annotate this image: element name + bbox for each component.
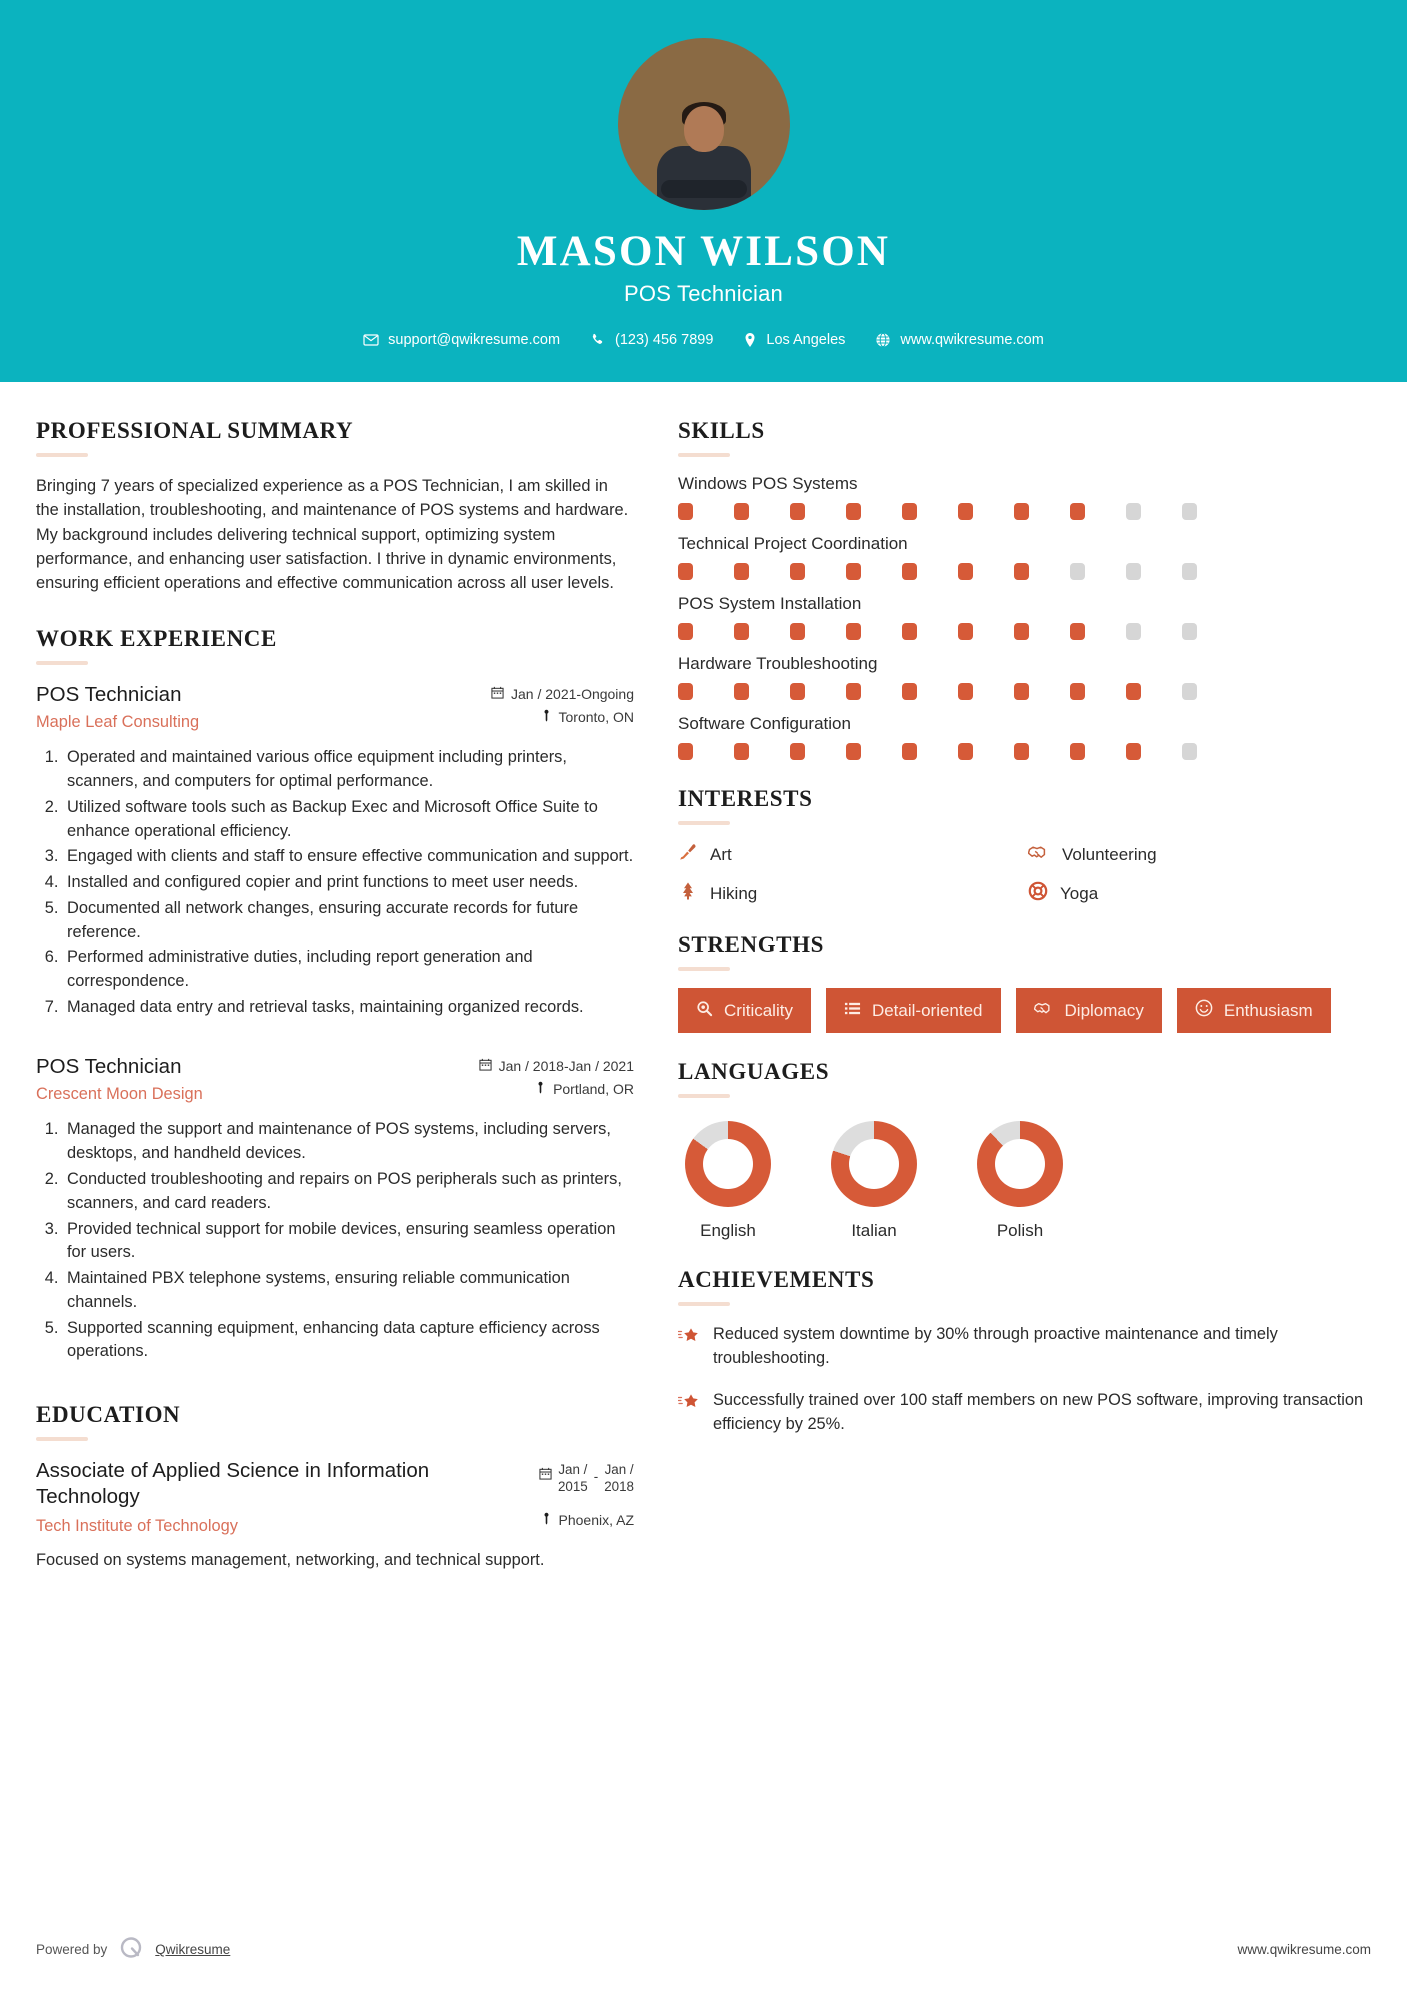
skill-item: [678, 714, 1368, 760]
section-languages: [678, 1059, 1368, 1241]
strength-label: Diplomacy: [1064, 1000, 1144, 1020]
job-location: [491, 709, 634, 725]
mail-icon: [363, 332, 379, 348]
education-school: Tech Institute of Technology: [36, 1516, 238, 1535]
job-bullet: 3. Provided technical support for mobile devices, ensuring seamless operation for users.: [63, 1218, 634, 1266]
contact-website-text: www.qwikresume.com: [900, 332, 1044, 349]
skill-rating: [678, 563, 1368, 580]
section-title-achievements: ACHIEVEMENTS: [678, 1267, 875, 1293]
skill-dot-filled: [678, 743, 693, 760]
skill-dot-filled: [1070, 683, 1085, 700]
language-item: [970, 1121, 1070, 1241]
language-donut-chart: [831, 1121, 917, 1207]
skill-dot-empty: [1070, 563, 1085, 580]
section-rule: [36, 1437, 88, 1441]
section-rule: [678, 1094, 730, 1098]
interests-grid: [678, 842, 1368, 906]
languages-list: [678, 1115, 1368, 1241]
job-location: [479, 1081, 634, 1097]
summary-text: Bringing 7 years of specialized experience as a POS Technician, I am skilled in the installation, troubleshooting, and maintenance of POS systems and hardware. My background includes delivering technical support, optimizing system performance, and enhancing user satisfaction. I thrive in dynamic environments, ensuring efficient operations and effective communication across all user levels.: [36, 477, 629, 593]
skill-dot-filled: [678, 563, 693, 580]
skill-rating: [678, 743, 1368, 760]
job-bullet: 3. Engaged with clients and staff to ensure effective communication and support.: [63, 845, 634, 869]
globe-icon: [875, 332, 891, 348]
footer-website-url: www.qwikresume.com: [1237, 1942, 1371, 1957]
skill-label: Software Configuration: [678, 714, 851, 734]
interest-label: Yoga: [1060, 883, 1099, 903]
section-strengths: [678, 932, 1368, 1033]
section-rule: [678, 821, 730, 825]
skill-dot-filled: [902, 563, 917, 580]
skill-dot-filled: [790, 683, 805, 700]
skill-item: [678, 534, 1368, 580]
powered-by-label: Powered by: [36, 1942, 108, 1957]
resume-body: [0, 382, 1407, 1572]
language-label: Italian: [851, 1221, 897, 1241]
skill-dot-filled: [678, 623, 693, 640]
section-education: [36, 1402, 634, 1572]
skill-label: Hardware Troubleshooting: [678, 654, 878, 674]
interest-label: Hiking: [710, 883, 758, 903]
skill-dot-filled: [1070, 623, 1085, 640]
contact-email[interactable]: [363, 332, 560, 348]
skill-dot-filled: [734, 623, 749, 640]
page-footer: [0, 1911, 1407, 1990]
section-title-strengths: STRENGTHS: [678, 932, 825, 958]
section-title-work: WORK EXPERIENCE: [36, 625, 277, 651]
skill-dot-filled: [902, 683, 917, 700]
skill-dot-filled: [958, 683, 973, 700]
skill-dot-empty: [1182, 623, 1197, 640]
strength-chip-criticality: [678, 988, 811, 1033]
resume-header: [0, 0, 1407, 382]
education-description: Focused on systems management, networking, and technical support.: [36, 1550, 545, 1569]
phone-icon: [590, 332, 606, 348]
achievement-item: [678, 1323, 1368, 1371]
interest-item: [678, 842, 1018, 867]
section-rule: [36, 453, 88, 457]
left-column: [36, 418, 634, 1572]
job-location-text: Toronto, ON: [558, 708, 634, 725]
job-bullet: 6. Performed administrative duties, including report generation and correspondence.: [63, 946, 634, 994]
skill-dot-filled: [1126, 683, 1141, 700]
skill-dot-filled: [734, 563, 749, 580]
skill-label: Technical Project Coordination: [678, 534, 908, 554]
section-title-interests: INTERESTS: [678, 786, 813, 812]
skill-rating: [678, 623, 1368, 640]
strength-label: Detail-oriented: [871, 1000, 983, 1020]
contact-location-text: Los Angeles: [766, 332, 846, 349]
job-company: Maple Leaf Consulting: [36, 713, 200, 732]
skill-dot-filled: [1126, 743, 1141, 760]
interest-item: [678, 881, 1018, 906]
skill-dot-filled: [846, 503, 861, 520]
skill-dot-filled: [902, 743, 917, 760]
skill-dot-filled: [790, 623, 805, 640]
section-rule: [678, 1302, 730, 1306]
skill-dot-filled: [678, 503, 693, 520]
skill-dot-filled: [902, 503, 917, 520]
education-date-end-line1: Jan /: [604, 1462, 634, 1478]
lifebuoy-icon: [1028, 881, 1048, 906]
achievement-text: Successfully trained over 100 staff members on new POS software, improving transaction efficiency by 25%.: [713, 1390, 1364, 1433]
job-bullet: 7. Managed data entry and retrieval tasks, maintaining organized records.: [63, 996, 634, 1020]
section-title-skills: SKILLS: [678, 418, 765, 444]
star-badge-icon: [678, 1323, 700, 1351]
job-bullet: 2. Utilized software tools such as Backup Exec and Microsoft Office Suite to enhance operational efficiency.: [63, 796, 634, 844]
skill-dot-empty: [1182, 503, 1197, 520]
section-interests: [678, 786, 1368, 906]
education-date-end-line2: 2018: [604, 1478, 634, 1494]
job-bullet: 1. Operated and maintained various office equipment including printers, scanners, and computers for optimal performance.: [63, 746, 634, 794]
map-pin-icon: [541, 1512, 552, 1528]
job-bullet: 2. Conducted troubleshooting and repairs on POS peripherals such as printers, scanners, and card readers.: [63, 1168, 634, 1216]
magnifier-icon: [696, 1000, 713, 1022]
avatar-person: [656, 98, 752, 210]
skill-label: Windows POS Systems: [678, 474, 858, 494]
skill-dot-filled: [846, 683, 861, 700]
education-date-start-line1: Jan /: [558, 1462, 588, 1478]
section-rule: [678, 453, 730, 457]
education-date-start-line2: 2015: [557, 1478, 588, 1494]
skill-dot-filled: [958, 503, 973, 520]
achievement-item: [678, 1389, 1368, 1437]
skill-dot-filled: [958, 743, 973, 760]
skill-dot-filled: [846, 743, 861, 760]
contact-phone[interactable]: [590, 332, 713, 348]
language-donut-chart: [685, 1121, 771, 1207]
list-icon: [844, 1000, 861, 1022]
section-rule: [678, 967, 730, 971]
right-column: [678, 418, 1368, 1454]
skill-item: [678, 594, 1368, 640]
interest-item: [1028, 881, 1368, 906]
job-title: POS Technician: [36, 682, 182, 706]
job-entry: [36, 682, 634, 1020]
skill-dot-empty: [1182, 563, 1197, 580]
skill-dot-filled: [790, 743, 805, 760]
section-title-summary: PROFESSIONAL SUMMARY: [36, 418, 354, 444]
skill-dot-filled: [846, 563, 861, 580]
contact-email-text: support@qwikresume.com: [388, 332, 561, 349]
skill-rating: [678, 503, 1368, 520]
skill-dot-filled: [1014, 563, 1029, 580]
job-bullets: [36, 1118, 634, 1364]
language-item: [678, 1121, 778, 1241]
interest-item: [1028, 842, 1368, 867]
job-title: POS Technician: [36, 1054, 182, 1078]
contact-list: [0, 332, 1407, 348]
location-pin-icon: [743, 332, 757, 348]
language-label: English: [700, 1221, 756, 1241]
job-bullet: 5. Documented all network changes, ensuring accurate records for future reference.: [63, 897, 634, 945]
skills-list: [678, 474, 1368, 760]
contact-phone-text: (123) 456 7899: [615, 332, 714, 349]
avatar: [618, 38, 790, 210]
skill-dot-filled: [734, 743, 749, 760]
job-dates-text: Jan / 2021-Ongoing: [511, 685, 634, 702]
powered-by: [36, 1935, 230, 1964]
section-rule: [36, 661, 88, 665]
job-bullets: [36, 746, 634, 1020]
skill-dot-filled: [1014, 683, 1029, 700]
job-entry: [36, 1054, 634, 1364]
skill-dot-empty: [1182, 743, 1197, 760]
paintbrush-icon: [678, 842, 698, 867]
skill-dot-filled: [1014, 623, 1029, 640]
section-achievements: [678, 1267, 1368, 1436]
section-skills: [678, 418, 1368, 760]
skill-dot-filled: [734, 683, 749, 700]
strength-chip-diplomacy: [1016, 988, 1162, 1033]
job-location-text: Portland, OR: [553, 1080, 634, 1097]
skill-item: [678, 474, 1368, 520]
job-bullet: 4. Maintained PBX telephone systems, ensuring reliable communication channels.: [63, 1267, 634, 1315]
skill-dot-empty: [1182, 683, 1197, 700]
qwikresume-logo-icon: [118, 1935, 144, 1964]
job-bullet: 1. Managed the support and maintenance of POS systems, including servers, desktops, and handheld devices.: [63, 1118, 634, 1166]
section-title-education: EDUCATION: [36, 1402, 181, 1428]
skill-dot-filled: [958, 623, 973, 640]
job-dates-text: Jan / 2018-Jan / 2021: [498, 1057, 634, 1074]
section-title-languages: LANGUAGES: [678, 1059, 830, 1085]
contact-website[interactable]: [875, 332, 1043, 348]
skill-dot-filled: [734, 503, 749, 520]
section-professional-summary: [36, 418, 634, 595]
calendar-icon: [479, 1058, 492, 1074]
tree-icon: [678, 881, 698, 906]
calendar-icon: [491, 686, 504, 702]
map-pin-icon: [535, 1081, 546, 1097]
skill-dot-filled: [846, 623, 861, 640]
interest-label: Volunteering: [1062, 844, 1157, 864]
skill-dot-filled: [678, 683, 693, 700]
page-title: MASON WILSON: [516, 228, 891, 275]
smiley-icon: [1195, 999, 1213, 1022]
interest-label: Art: [710, 844, 732, 864]
skill-dot-filled: [1070, 743, 1085, 760]
education-location-text: Phoenix, AZ: [558, 1511, 634, 1528]
job-dates: [491, 686, 634, 702]
skill-dot-filled: [790, 503, 805, 520]
job-bullet: 4. Installed and configured copier and print functions to meet user needs.: [63, 871, 634, 895]
language-donut-chart: [977, 1121, 1063, 1207]
skill-dot-empty: [1126, 563, 1141, 580]
date-range-dash: -: [593, 1469, 599, 1485]
contact-location[interactable]: [743, 332, 845, 348]
strength-label: Criticality: [724, 1000, 793, 1020]
job-dates: [479, 1058, 634, 1074]
handshake-icon: [1034, 999, 1054, 1022]
skill-rating: [678, 683, 1368, 700]
skill-dot-empty: [1126, 503, 1141, 520]
education-degree: Associate of Applied Science in Information Technology: [36, 1459, 430, 1509]
education-date-end: [604, 1462, 634, 1496]
strength-chip-enthusiasm: [1177, 988, 1331, 1033]
strengths-chip-list: [678, 988, 1368, 1033]
education-location: [539, 1512, 634, 1528]
skill-dot-filled: [958, 563, 973, 580]
skill-label: POS System Installation: [678, 594, 862, 614]
calendar-icon: [539, 1462, 552, 1485]
section-work-experience: [36, 626, 634, 1365]
handshake-icon: [1028, 842, 1050, 867]
language-item: [824, 1121, 924, 1241]
skill-dot-filled: [1014, 743, 1029, 760]
skill-dot-filled: [1070, 503, 1085, 520]
skill-dot-filled: [790, 563, 805, 580]
language-label: Polish: [996, 1221, 1044, 1241]
job-bullet: 5. Supported scanning equipment, enhancing data capture efficiency across operations.: [63, 1317, 634, 1365]
map-pin-icon: [541, 709, 552, 725]
skill-dot-empty: [1126, 623, 1141, 640]
strength-label: Enthusiasm: [1223, 1000, 1313, 1020]
strength-chip-detail-oriented: [826, 988, 1001, 1033]
job-role-subtitle: POS Technician: [624, 281, 783, 307]
education-dates: [539, 1458, 634, 1496]
skill-item: [678, 654, 1368, 700]
star-badge-icon: [678, 1389, 700, 1417]
job-company: Crescent Moon Design: [36, 1085, 203, 1104]
brand-link[interactable]: Qwikresume: [155, 1942, 231, 1957]
education-date-start: [558, 1462, 588, 1496]
achievement-text: Reduced system downtime by 30% through proactive maintenance and timely troubleshooting.: [713, 1325, 1278, 1367]
skill-dot-filled: [1014, 503, 1029, 520]
skill-dot-filled: [902, 623, 917, 640]
